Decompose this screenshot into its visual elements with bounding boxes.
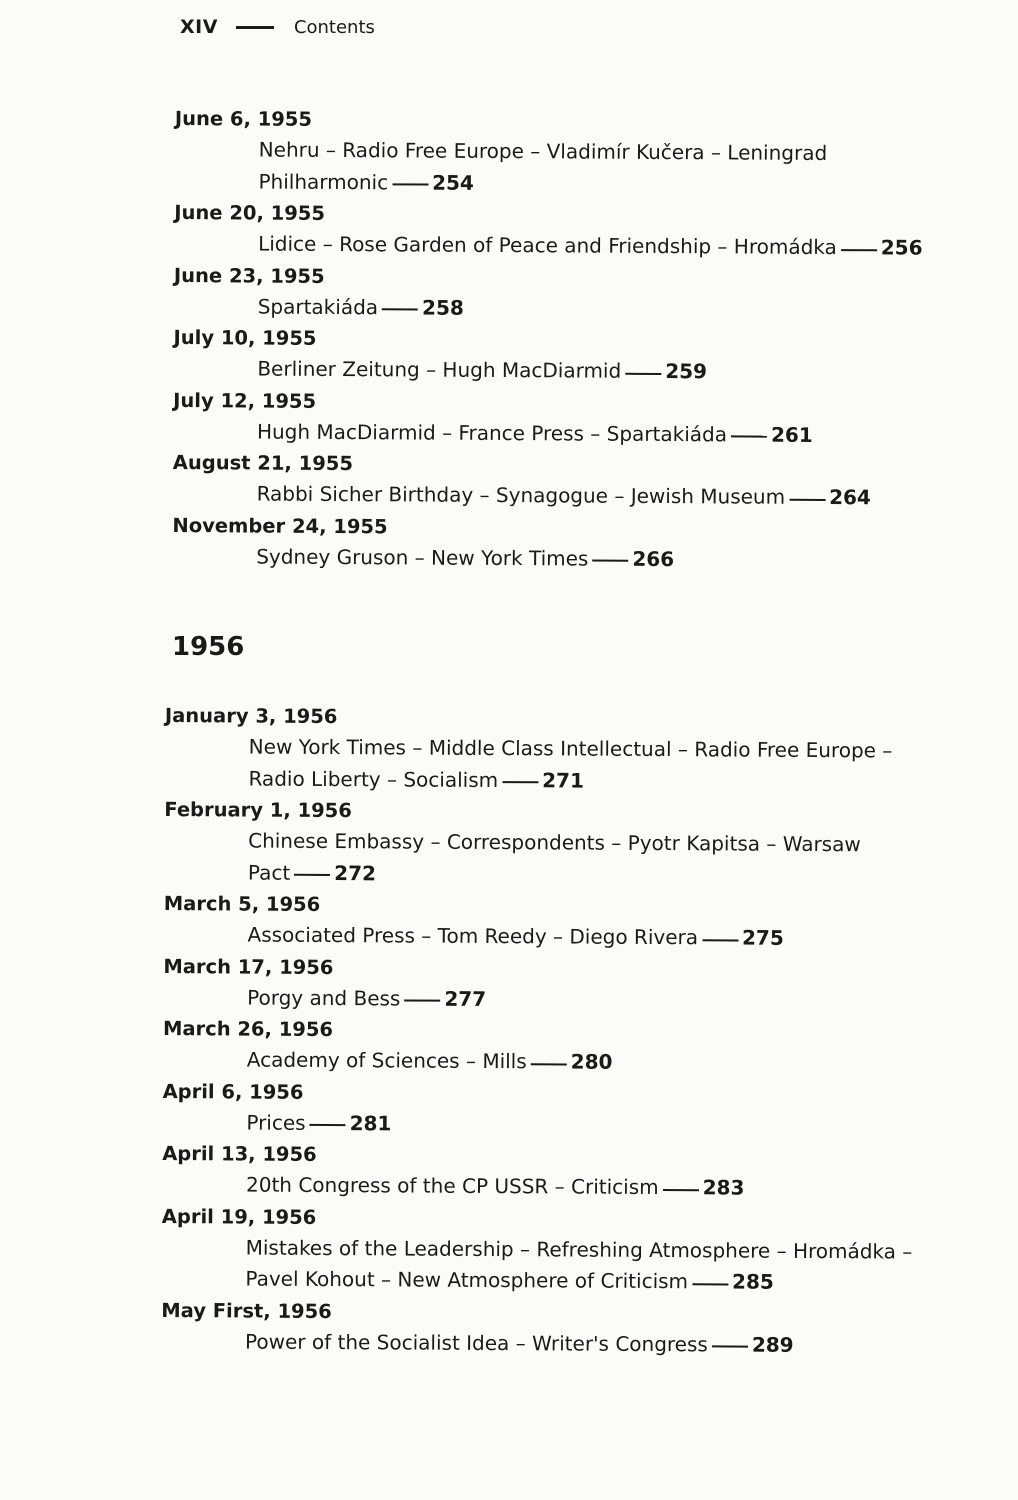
page-folio: XIV bbox=[180, 16, 218, 38]
entry-topics bbox=[172, 540, 972, 576]
toc-entry bbox=[174, 259, 974, 326]
entry-topics-line bbox=[258, 166, 974, 202]
entry-date: May First, 1956 bbox=[161, 1298, 332, 1323]
entry-topics-line bbox=[247, 1045, 963, 1081]
entry-topics-line bbox=[259, 135, 975, 171]
entry-topics bbox=[162, 1106, 962, 1142]
leader-dash bbox=[310, 1124, 346, 1126]
entry-topics-line bbox=[248, 826, 964, 862]
entry-topics-line bbox=[245, 1326, 961, 1362]
entry-topics bbox=[174, 290, 974, 326]
entry-topics bbox=[173, 478, 973, 514]
leader-dash bbox=[404, 999, 440, 1001]
toc-entry bbox=[174, 197, 974, 264]
toc-entry bbox=[163, 888, 963, 955]
entry-topics-line bbox=[257, 416, 973, 452]
section-1956-entries bbox=[161, 700, 965, 1362]
entry-topics-line bbox=[246, 1107, 962, 1143]
page-number: 283 bbox=[702, 1175, 745, 1200]
entry-topics-text: Hugh MacDiarmid – France Press – Spartakiáda bbox=[256, 419, 728, 446]
entry-topics-line bbox=[247, 920, 963, 956]
entry-topics-line bbox=[248, 763, 964, 799]
toc-entry bbox=[164, 700, 965, 799]
entry-date: April 6, 1956 bbox=[162, 1079, 304, 1104]
entry-topics bbox=[173, 353, 973, 389]
leader-dash bbox=[789, 498, 825, 500]
toc-entry bbox=[173, 384, 973, 451]
toc-entry bbox=[163, 950, 963, 1017]
entry-topics-text: Sydney Gruson – New York Times bbox=[256, 544, 589, 571]
leader-dash bbox=[392, 183, 428, 185]
entry-topics-text: Lidice – Rose Garden of Peace and Friendship – Hromádka bbox=[258, 231, 837, 260]
entry-topics-line bbox=[257, 354, 973, 390]
page-number: 277 bbox=[444, 986, 487, 1011]
entry-date: March 17, 1956 bbox=[163, 954, 334, 979]
entry-date: June 23, 1955 bbox=[173, 263, 325, 288]
leader-dash bbox=[731, 435, 767, 437]
entry-topics bbox=[174, 228, 974, 264]
entry-date: July 10, 1955 bbox=[173, 325, 317, 350]
entry-topics bbox=[161, 1231, 961, 1299]
page-number: 275 bbox=[741, 925, 784, 950]
entry-date: February 1, 1956 bbox=[164, 797, 352, 823]
entry-topics bbox=[173, 415, 973, 451]
page-number: 281 bbox=[349, 1110, 392, 1135]
leader-dash bbox=[625, 372, 661, 374]
entry-topics-line bbox=[258, 291, 974, 327]
entry-date: November 24, 1955 bbox=[172, 513, 388, 538]
leader-dash bbox=[382, 308, 418, 310]
entry-topics-text: Chinese Embassy – Correspondents – Pyotr Kapitsa – Warsaw bbox=[248, 828, 861, 857]
entry-date: January 3, 1956 bbox=[164, 703, 338, 729]
page-number: 271 bbox=[542, 767, 584, 793]
page-number: 289 bbox=[751, 1332, 794, 1357]
leader-dash bbox=[841, 249, 877, 251]
entry-topics-text: Philharmonic bbox=[258, 169, 389, 194]
leader-dash bbox=[712, 1345, 748, 1347]
entry-topics-line bbox=[246, 1232, 962, 1268]
page-number: 258 bbox=[421, 295, 464, 320]
entry-topics-text: New York Times – Middle Class Intellectual – Radio Free Europe – bbox=[248, 734, 893, 763]
page-number: 259 bbox=[665, 358, 708, 384]
toc-entry bbox=[162, 1138, 962, 1205]
entry-date: June 20, 1955 bbox=[174, 200, 326, 225]
toc-entry bbox=[164, 794, 965, 893]
entry-topics-text: Pact bbox=[247, 860, 291, 885]
entry-topics-line bbox=[258, 229, 974, 265]
entry-topics-text: Mistakes of the Leadership – Refreshing Atmosphere – Hromádka – bbox=[245, 1235, 913, 1264]
running-head-title: Contents bbox=[293, 16, 375, 38]
year-heading-1956: 1956 bbox=[172, 632, 245, 662]
entry-topics-text: Power of the Socialist Idea – Writer's Congress bbox=[245, 1329, 708, 1356]
toc-entry bbox=[162, 1075, 962, 1142]
page-number: 280 bbox=[570, 1049, 613, 1074]
entry-date: March 5, 1956 bbox=[163, 891, 321, 916]
leader-dash bbox=[702, 939, 738, 941]
entry-date: August 21, 1955 bbox=[172, 450, 354, 476]
entry-date: July 12, 1955 bbox=[173, 388, 317, 413]
entry-topics-line bbox=[256, 541, 972, 577]
entry-topics-text: Pavel Kohout – New Atmosphere of Criticism bbox=[245, 1266, 689, 1294]
entry-topics-text: Prices bbox=[246, 1110, 306, 1135]
entry-topics bbox=[163, 919, 963, 955]
entry-topics-line bbox=[248, 857, 964, 893]
page-number: 285 bbox=[732, 1269, 774, 1294]
head-rule bbox=[236, 26, 274, 29]
entry-topics bbox=[161, 1325, 961, 1361]
entry-topics-text: Associated Press – Tom Reedy – Diego Rivera bbox=[247, 922, 699, 950]
entry-topics-text: Radio Liberty – Socialism bbox=[248, 766, 499, 792]
entry-topics bbox=[174, 134, 974, 202]
entry-topics bbox=[162, 1169, 962, 1205]
leader-dash bbox=[592, 560, 628, 562]
page-number: 266 bbox=[632, 546, 675, 571]
section-1955-entries bbox=[172, 103, 975, 577]
entry-topics-line bbox=[257, 479, 973, 515]
toc-entry bbox=[172, 509, 972, 576]
leader-dash bbox=[531, 1063, 567, 1065]
entry-topics-text: Nehru – Radio Free Europe – Vladimír Kučera – Leningrad bbox=[258, 137, 828, 165]
entry-topics-text: Academy of Sciences – Mills bbox=[246, 1047, 527, 1074]
entry-topics bbox=[163, 981, 963, 1017]
entry-topics-line bbox=[247, 982, 963, 1018]
page-number: 256 bbox=[880, 235, 923, 260]
entry-topics bbox=[164, 731, 964, 799]
page-number: 254 bbox=[432, 170, 474, 195]
entry-topics bbox=[163, 1044, 963, 1080]
entry-topics-text: Berliner Zeitung – Hugh MacDiarmid bbox=[257, 356, 622, 383]
toc-entry bbox=[173, 322, 973, 389]
toc-entry bbox=[174, 103, 975, 202]
entry-topics-text: Porgy and Bess bbox=[247, 985, 401, 1010]
entry-topics-line bbox=[249, 732, 965, 768]
running-head bbox=[180, 16, 375, 38]
entry-date: April 19, 1956 bbox=[161, 1204, 317, 1229]
entry-date: March 26, 1956 bbox=[162, 1016, 334, 1042]
entry-topics-text: Rabbi Sicher Birthday – Synagogue – Jewish Museum bbox=[256, 481, 786, 509]
entry-topics-line bbox=[246, 1170, 962, 1206]
entry-date: April 13, 1956 bbox=[162, 1141, 317, 1166]
entry-date: June 6, 1955 bbox=[174, 106, 313, 131]
leader-dash bbox=[663, 1189, 699, 1191]
toc-entry bbox=[161, 1200, 962, 1299]
toc-entry bbox=[161, 1294, 961, 1361]
page-number: 261 bbox=[770, 422, 813, 447]
entry-topics-text: Spartakiáda bbox=[257, 294, 379, 319]
leader-dash bbox=[692, 1283, 728, 1285]
toc-entry bbox=[173, 447, 973, 514]
entry-topics-line bbox=[245, 1264, 961, 1300]
entry-topics-text: 20th Congress of the CP USSR – Criticism bbox=[245, 1172, 659, 1200]
leader-dash bbox=[294, 874, 330, 876]
entry-topics bbox=[164, 825, 964, 893]
page-number: 272 bbox=[334, 860, 377, 885]
leader-dash bbox=[502, 781, 538, 783]
toc-entry bbox=[163, 1013, 963, 1080]
page-number: 264 bbox=[829, 485, 871, 510]
